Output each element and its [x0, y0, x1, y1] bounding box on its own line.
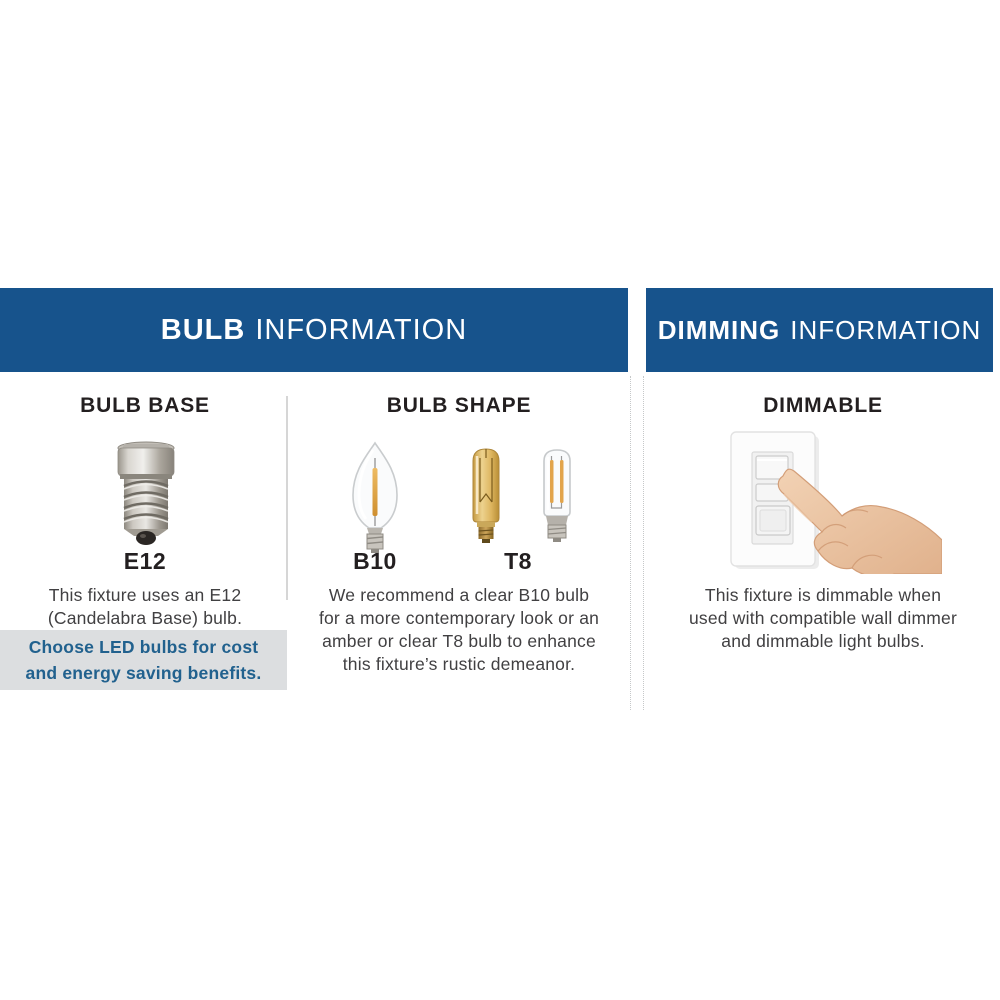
banner-regular-text: INFORMATION [790, 314, 982, 345]
bulb-information-banner [0, 288, 628, 372]
t8-clear-bulb-image [536, 448, 578, 546]
bulb-base-heading: BULB BASE [80, 394, 210, 417]
dimmable-description: This fixture is dimmable when used with compatible wall dimmer and dimmable light bulbs. [688, 585, 958, 651]
dimmable-heading: DIMMABLE [763, 394, 883, 417]
dimming-information-banner [646, 288, 993, 372]
bulb-shape-heading: BULB SHAPE [386, 394, 532, 417]
b10-bulb-image [347, 440, 403, 556]
led-callout-box: Choose LED bulbs for cost and energy saving benefits. [0, 630, 287, 690]
bulb-base-description: This fixture uses an E12 (Candelabra Base) bulb. [47, 585, 243, 628]
bulb-base-column [0, 388, 290, 710]
e12-label: E12 [123, 548, 167, 574]
banner-bold-text: DIMMING [657, 314, 781, 345]
dimmer-switch-hand-image [722, 424, 942, 574]
banner-bold-text: BULB [160, 313, 246, 346]
banner-regular-text: INFORMATION [255, 313, 468, 346]
t8-label: T8 [504, 548, 532, 574]
t8-amber-bulb-image [467, 446, 505, 546]
section-dotted-divider [643, 376, 644, 710]
bulb-shape-description: We recommend a clear B10 bulb for a more contemporary look or an amber or clear T8 bulb to enhance this fixture’s rustic demeanor. [318, 585, 600, 674]
bulb-shape-column [287, 388, 631, 710]
e12-base-image [110, 436, 182, 548]
dimmable-column [648, 388, 998, 710]
b10-label: B10 [353, 548, 397, 574]
